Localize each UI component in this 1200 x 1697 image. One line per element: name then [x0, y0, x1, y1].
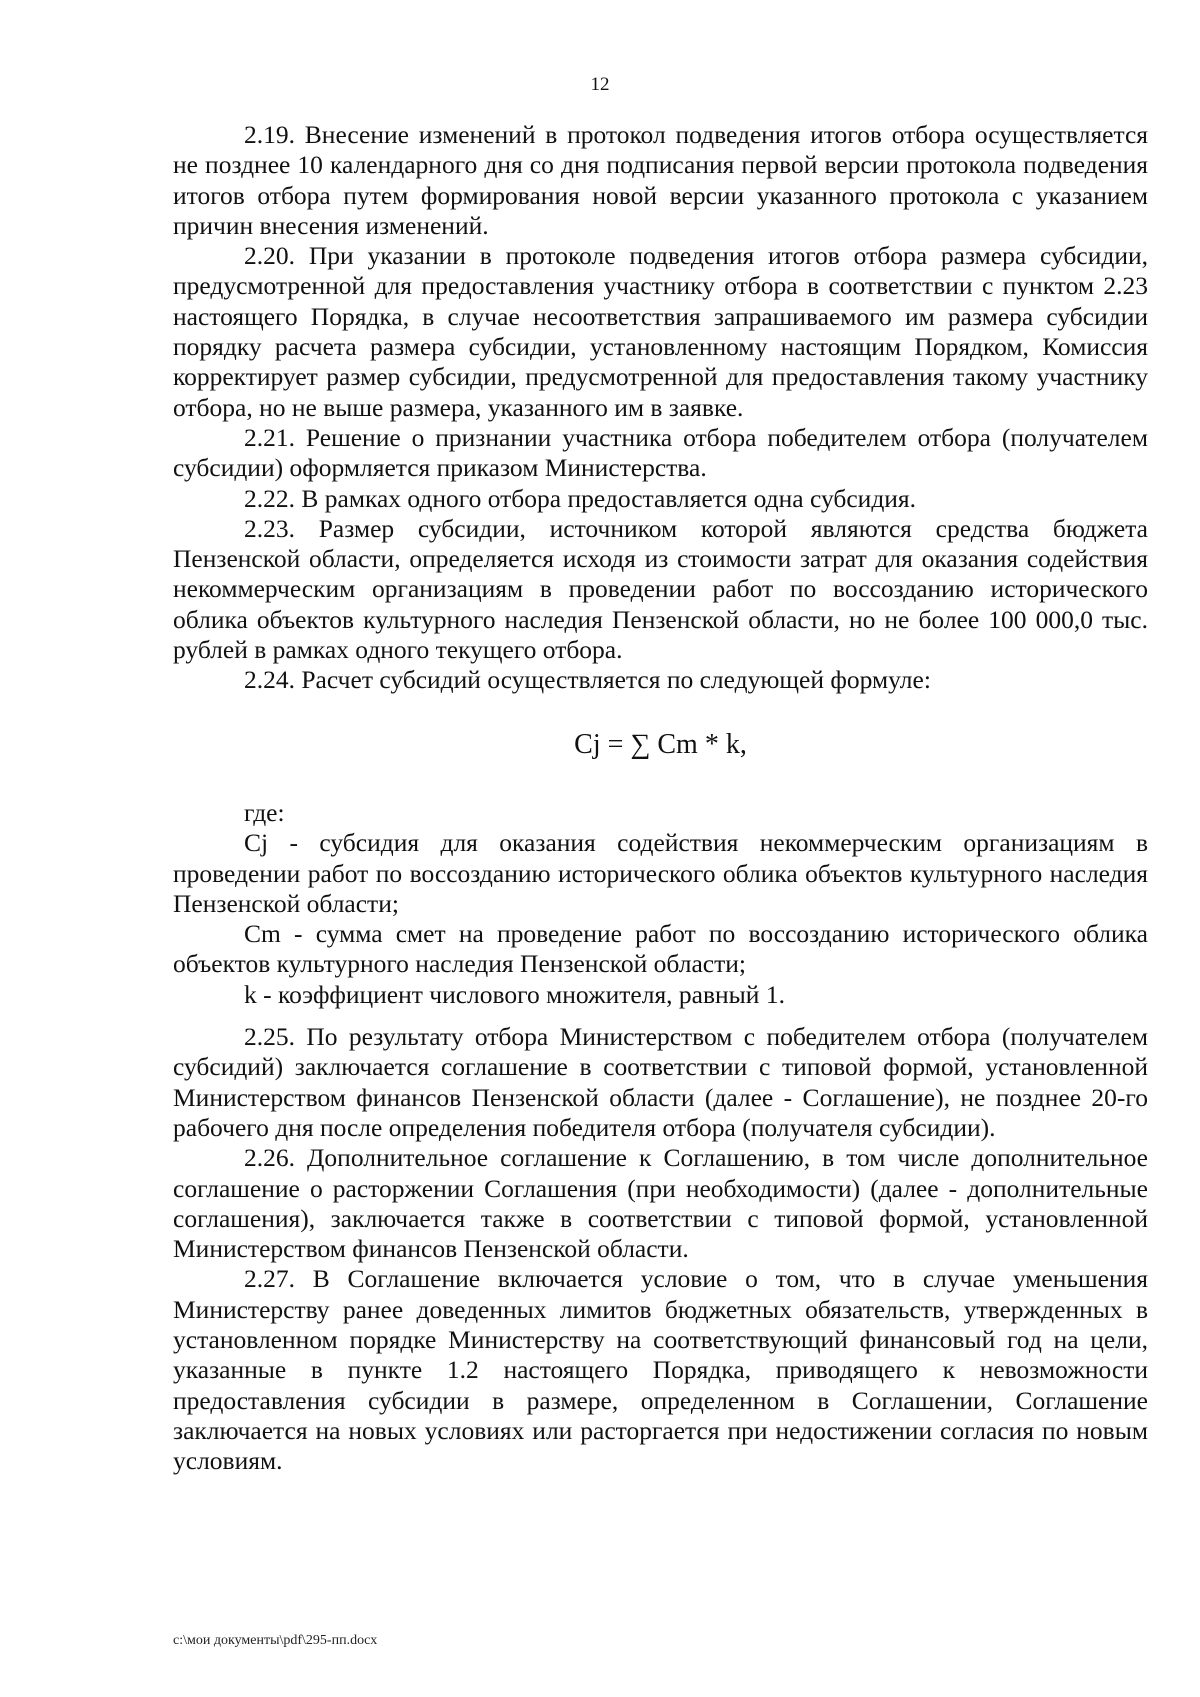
- paragraph-2-22: 2.22. В рамках одного отбора предоставляется одна субсидия.: [244, 483, 917, 513]
- definition-cj: Cj - субсидия для оказания содействия некоммерческим организациям в проведении работ по воссозданию исторического облика объектов культурного наследия Пензенской области;: [173, 828, 1148, 918]
- definition-k: k - коэффициент числового множителя, равный 1.: [244, 979, 785, 1009]
- paragraph-2-26: 2.26. Дополнительное соглашение к Соглашению, в том числе дополнительное соглашение о расторжении Соглашения (при необходимости) (далее - дополнительные соглашения), заключается также в соответствии с типовой формой, установленной Министерством финансов Пензенской области.: [173, 1143, 1148, 1264]
- paragraph-2-24: 2.24. Расчет субсидий осуществляется по следующей формуле:: [244, 665, 931, 695]
- formula-where: где:: [244, 797, 285, 827]
- paragraph-2-21: 2.21. Решение о признании участника отбора победителем отбора (получателем субсидии) оформляется приказом Министерства.: [173, 422, 1148, 483]
- footer-file-path: c:\мои документы\pdf\295-пп.docx: [173, 1633, 378, 1648]
- paragraph-2-27: 2.27. В Соглашение включается условие о том, что в случае уменьшения Министерству ранее доведенных лимитов бюджетных обязательств, утвержденных в установленном порядке Министерству на соответствующий финансовый год на цели, указанные в пункте 1.2 настоящего Порядка, приводящего к невозможности предоставления субсидии в размере, определенном в Соглашении, Соглашение заключается на новых условиях или расторгается при недостижении согласия по новым условиям.: [173, 1264, 1148, 1476]
- document-body: [173, 120, 1148, 1476]
- definition-cm: Cm - сумма смет на проведение работ по воссозданию исторического облика объектов культурного наследия Пензенской области;: [173, 919, 1148, 979]
- formula: Cj = ∑ Cm * k,: [574, 728, 747, 760]
- paragraph-2-20: 2.20. При указании в протоколе подведения итогов отбора размера субсидии, предусмотренной для предоставления участнику отбора в соответствии с пунктом 2.23 настоящего Порядка, в случае несоответствия запрашиваемого им размера субсидии порядку расчета размера субсидии, установленному настоящим Порядком, Комиссия корректирует размер субсидии, предусмотренной для предоставления такому участнику отбора, но не выше размера, указанного им в заявке.: [173, 241, 1148, 422]
- paragraph-2-25: 2.25. По результату отбора Министерством с победителем отбора (получателем субсидий) заключается соглашение в соответствии с типовой формой, установленной Министерством финансов Пензенской области (далее - Соглашение), не позднее 20-го рабочего дня после определения победителя отбора (получателя субсидии).: [173, 1022, 1148, 1142]
- paragraph-2-23: 2.23. Размер субсидии, источником которой являются средства бюджета Пензенской области, определяется исходя из стоимости затрат для оказания содействия некоммерческим организациям в проведении работ по воссозданию исторического облика объектов культурного наследия Пензенской области, но не более 100 000,0 тыс. рублей в рамках одного текущего отбора.: [173, 513, 1148, 665]
- page-number: 12: [590, 74, 610, 95]
- paragraph-2-19: 2.19. Внесение изменений в протокол подведения итогов отбора осуществляется не позднее 10 календарного дня со дня подписания первой версии протокола подведения итогов отбора путем формирования новой версии указанного протокола с указанием причин внесения изменений.: [173, 120, 1148, 240]
